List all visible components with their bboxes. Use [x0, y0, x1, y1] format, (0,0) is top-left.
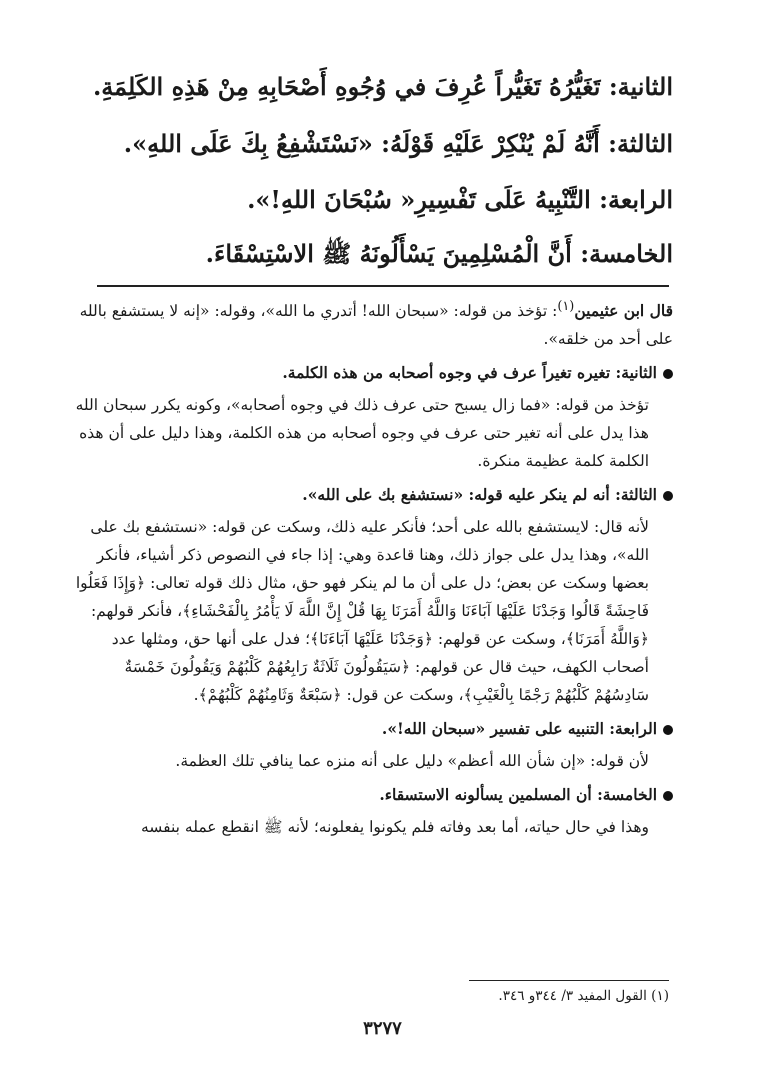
- section-paragraph: وهذا في حال حياته، أما بعد وفاته فلم يكونوا يفعلونه؛ لأنه ﷺ انقطع عمله بنفسه: [140, 818, 649, 837]
- bullet-text: الثانية: تغيره تغيراً عرف في وجوه أصحابه من هذه الكلمة.: [282, 363, 657, 383]
- commentary-body: [73, 293, 673, 841]
- bullet-item: [73, 715, 673, 743]
- heading-line-4: [73, 183, 673, 217]
- bullet-dot-icon: [663, 725, 673, 735]
- bullet-dot-icon: [663, 791, 673, 801]
- heading-line-3: [73, 127, 673, 161]
- section-paragraph: تؤخذ من قوله: «فما زال يسبح حتى عرف ذلك في وجوه أصحابه»، وكونه يكرر سبحان الله هذا يدل على أنه تغير حتى عرف في وجوه أصحابه من هذه الكلمة، وهذا دليل على أن هذه الكلمة كلمة عظيمة منكرة.: [75, 396, 649, 471]
- heading-text: تَغَيُّرُهُ تَغَيُّراً عُرِفَ في وُجُوهِ أَصْحَابِهِ مِنْ هَذِهِ الكَلِمَةِ.: [92, 72, 601, 101]
- intro-text: : تؤخذ من قوله: «سبحان الله! أتدري ما الله»، وقوله: «إنه لا يستشفع بالله على أحد من خلقه».: [79, 302, 673, 349]
- section-paragraph: لأنه قال: لايستشفع بالله على أحد؛ فأنكر عليه ذلك، وسكت عن قوله: «نستشفع بك على الله»، وهذا يدل على جواز ذلك، وهنا قاعدة وهي: إذا جاء في النصوص ذكر أشياء، فأنكر بعضها وسكت عن بعض؛ دل على أن ما لم ينكر فهو حق، مثال ذلك قوله تعالى: ﴿وَإِذَا فَعَلُوا فَاحِشَةً قَالُوا وَجَدْنَا عَلَيْهَا آبَاءَنَا وَاللَّهُ أَمَرَنَا بِهَا قُلْ إِنَّ اللَّهَ لَا يَأْمُرُ بِالْفَحْشَاءِ﴾، فأنكر قولهم: ﴿وَاللَّهُ أَمَرَنَا﴾، وسكت عن قولهم: ﴿وَجَدْنَا عَلَيْهَا آبَاءَنَا﴾؛ فدل على أنها حق، ومثلها عدد أصحاب الكهف، حيث قال عن قولهم: ﴿سَيَقُولُونَ ثَلَاثَةٌ رَابِعُهُمْ كَلْبُهُمْ وَيَقُولُونَ خَمْسَةٌ سَادِسُهُمْ كَلْبُهُمْ رَجْمًا بِالْغَيْبِ﴾، وسكت عن قول: ﴿سَبْعَةٌ وَثَامِنُهُمْ كَلْبُهُمْ﴾.: [75, 518, 649, 705]
- speaker: قال ابن عثيمين: [574, 301, 673, 321]
- bullet-text: الرابعة: التنبيه على تفسير «سبحان الله!».: [381, 719, 657, 739]
- heading-line-5: [73, 237, 673, 271]
- heading-label: الثالثة:: [608, 129, 673, 158]
- page-number: ٣٢٧٧: [363, 1018, 402, 1039]
- footnote-divider: [469, 980, 669, 981]
- heading-line-2: [73, 70, 673, 104]
- bullet-item: [73, 359, 673, 387]
- heading-text: أَنَّ الْمُسْلِمِينَ يَسْأَلُونَهُ ﷺ الاسْتِسْقَاءَ.: [205, 239, 572, 268]
- heading-text: التَّنْبِيهُ عَلَى تَفْسِيرِ« سُبْحَانَ اللهِ!».: [247, 185, 591, 214]
- bullet-dot-icon: [663, 491, 673, 501]
- section-divider: [97, 285, 669, 287]
- bullet-item: [73, 781, 673, 809]
- bullet-text: الثالثة: أنه لم ينكر عليه قوله: «نستشفع بك على الله».: [302, 485, 657, 505]
- bullet-text: الخامسة: أن المسلمين يسألونه الاستسقاء.: [379, 785, 657, 805]
- footnote: (١) القول المفيد ٣/ ٣٤٤و ٣٤٦.: [498, 988, 669, 1004]
- bullet-dot-icon: [663, 369, 673, 379]
- footnote-marker: (١): [557, 299, 575, 314]
- heading-label: الرابعة:: [599, 185, 673, 214]
- heading-label: الثانية:: [608, 72, 673, 101]
- heading-text: أَنَّهُ لَمْ يُنْكِرْ عَلَيْهِ قَوْلَهُ: «نَسْتَشْفِعُ بِكَ عَلَى اللهِ».: [123, 129, 600, 158]
- bullet-item: [73, 481, 673, 509]
- intro-paragraph: [73, 293, 673, 353]
- section-paragraph: لأن قوله: «إن شأن الله أعظم» دليل على أنه منزه عما ينافي تلك العظمة.: [175, 752, 649, 771]
- heading-label: الخامسة:: [580, 239, 673, 268]
